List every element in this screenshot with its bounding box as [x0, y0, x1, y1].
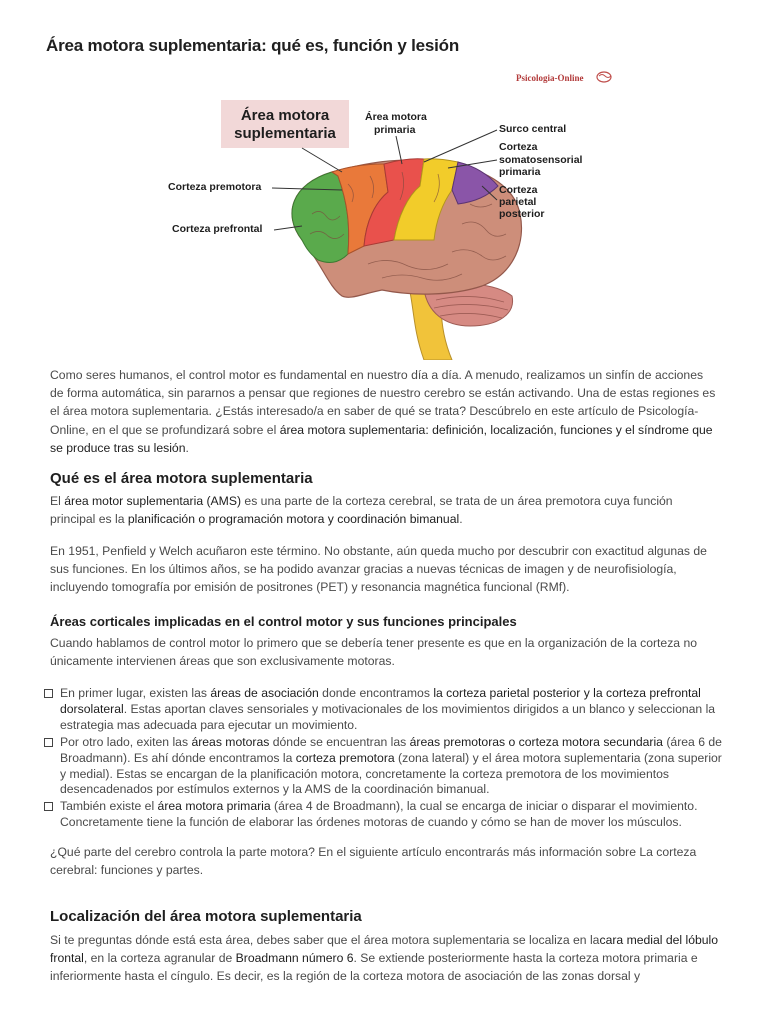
section2-paragraph2: ¿Qué parte del cerebro controla la parte motora? En el siguiente artículo encontrarás más información sobre La corteza cerebral: funciones y partes. — [50, 845, 697, 878]
pointer-ams — [302, 148, 342, 172]
bullet-highlight: áreas de asociación — [210, 686, 319, 700]
s1p1-text-a: El — [50, 494, 65, 508]
bullet-text: (zona lateral) y el área motora suplementaria (zona superior y medial). Estas se encargan de la planificación motora, concretamente la corteza premotora de los movimientos desencadenados por estímulos externos y la AMS de la coordinación bimanual. — [60, 750, 722, 797]
section1-paragraph2: En 1951, Penfield y Welch acuñaron este término. No obstante, aún queda mucho por descubrir con exactitud algunas de sus funciones. En los últimos años, se ha podido avanzar gracias a nuevas técnicas de imagen y de neurofisiología, incluyendo tomografía por emisión de positrones (PET) y resonancia magnética funcional (RMf). — [50, 544, 707, 595]
brand-logo-text: Psicologia-Online — [516, 73, 584, 83]
bullet-text: En primer lugar, existen las — [60, 686, 211, 700]
label-prefrontal: Corteza prefrontal — [172, 223, 263, 235]
section3-paragraph1 — [50, 931, 720, 986]
checkbox-icon — [44, 738, 53, 747]
s1p1-text-b: es una parte de la corteza cerebral, se trata de un área premotora cuya función principal es la — [50, 494, 673, 527]
bullet-highlight: áreas motoras — [191, 735, 270, 749]
section2-paragraph1: Cuando hablamos de control motor lo primero que se debería tener presente es que en la organización de la corteza no únicamente intervienen áreas que son exclusivamente motoras. — [50, 636, 698, 669]
label-premotora: Corteza premotora — [168, 181, 262, 193]
s3p1-highlight-a: cara medial del lóbulo frontal — [50, 933, 719, 966]
brain-figure — [152, 64, 616, 360]
label-primary-line2: primaria — [374, 124, 416, 136]
label-surco: Surco central — [499, 123, 567, 135]
bullet-text: También existe el — [60, 799, 158, 813]
bullet-text: dónde se encuentran las — [269, 735, 410, 749]
intro-highlight: área motora suplementaria: definición, localización, funciones y el síndrome que se produce tras su lesión — [50, 422, 713, 455]
bullet-highlight: la corteza parietal posterior y la corteza prefrontal dorsolateral — [60, 686, 701, 716]
label-soma-line2: somatosensorial — [499, 154, 583, 166]
bullet-item — [44, 735, 724, 798]
checkbox-icon — [44, 802, 53, 811]
label-pariet-line3: posterior — [499, 208, 545, 220]
section1-paragraph1 — [50, 492, 720, 528]
intro-text: Como seres humanos, el control motor es fundamental en nuestro día a día. A menudo, realizamos un sinfín de acciones de forma automática, sin pararnos a pensar que regiones de nuestro cerebro se están activando. Una de estas regiones es el área motora suplementaria. ¿Estás interesado/a en saber de qué se trata? Descúbrelo en este artículo de Psicología-Online, en el que se profundizará sobre el — [50, 368, 716, 437]
checkbox-icon — [44, 689, 53, 698]
label-soma-line1: Corteza — [499, 141, 538, 153]
bullet-item — [44, 799, 724, 831]
label-ams-line1: Área motora — [240, 107, 330, 124]
bullet-text: . Estas aportan claves sensoriales y motivacionales de los movimientos dirigidos a un blanco y seleccionan la estrategia mas adecuada para ejecutar un movimiento. — [60, 701, 716, 732]
bullet-text: (área 4 de Broadmann), la cual se encarga de iniciar o disparar el movimiento. Concretamente tiene la función de elaborar las órdenes motoras de cuando y cómo se han de mover los músculos. — [60, 799, 698, 829]
label-soma-line3: primaria — [499, 166, 541, 178]
brain-diagram — [152, 64, 616, 360]
bullet-text: donde encontramos — [318, 686, 434, 700]
label-pariet-line1: Corteza — [499, 184, 538, 196]
section1-heading: Qué es el área motora suplementaria — [50, 470, 313, 487]
label-primary-line1: Área motora — [365, 111, 427, 123]
intro-paragraph — [50, 366, 720, 457]
s3p1-text-a: Si te preguntas dónde está esta área, debes saber que el área motora suplementaria se localiza en la — [50, 933, 600, 947]
s1p1-highlight-b: planificación o programación motora y coordinación bimanual — [127, 512, 460, 527]
section2-heading: Áreas corticales implicadas en el control motor y sus funciones principales — [50, 614, 517, 629]
bullet-highlight: áreas premotoras o corteza motora secundaria — [409, 735, 663, 749]
intro-text-end: . — [185, 440, 189, 455]
prefrontal-region — [292, 172, 349, 262]
label-pariet-line2: parietal — [499, 196, 537, 208]
page-title: Área motora suplementaria: qué es, función y lesión — [46, 36, 460, 55]
bullet-text: (área 6 de Broadmann). Es ahí dónde encontramos la — [60, 735, 722, 765]
brand-brain-icon — [597, 72, 611, 82]
section3-heading: Localización del área motora suplementaria — [50, 908, 362, 925]
bullet-item — [44, 686, 724, 733]
bullet-highlight: corteza premotora — [295, 750, 395, 765]
s3p1-text-c: . Se extiende posteriormente hasta la corteza motora primaria e inferiormente hasta el cíngulo. Es decir, es la región de la corteza motora de asociación de las zonas dorsal y — [50, 951, 698, 984]
s3p1-highlight-b: Broadmann número 6 — [235, 951, 354, 966]
bullet-text: Por otro lado, exiten las — [60, 735, 192, 749]
s1p1-text-c: . — [459, 512, 463, 527]
pointer-surco — [424, 130, 497, 162]
s3p1-text-b: , en la corteza agranular de — [83, 951, 236, 966]
label-ams-line2: suplementaria — [234, 125, 336, 142]
s1p1-highlight-a: área motor suplementaria (AMS) — [64, 494, 242, 508]
bullet-highlight: área motora primaria — [157, 799, 271, 813]
